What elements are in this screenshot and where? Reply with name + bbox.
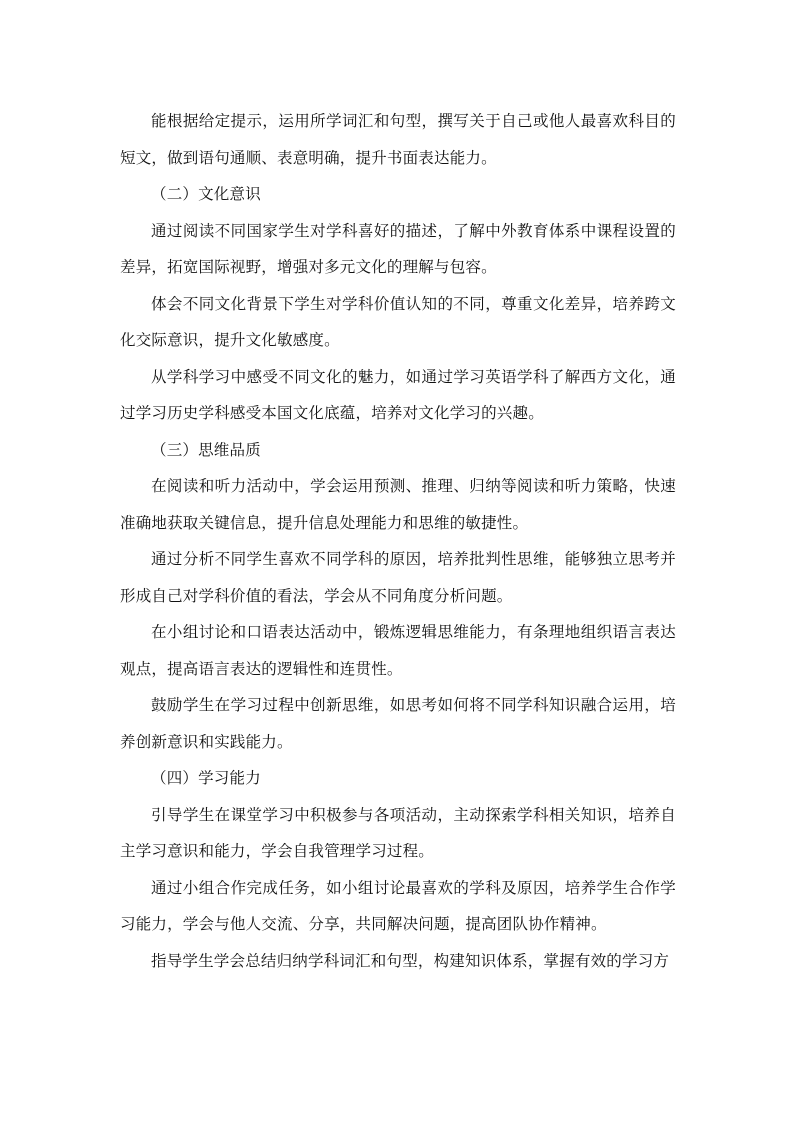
paragraph-logical-thinking: 在小组讨论和口语表达活动中，锻炼逻辑思维能力，有条理地组织语言表达观点，提高语言表达的逻辑性和连贯性。 [120,623,676,678]
paragraph-reading-strategies: 在阅读和听力活动中，学会运用预测、推理、归纳等阅读和听力策略，快速准确地获取关键信息，提升信息处理能力和思维的敏捷性。 [120,477,676,532]
paragraph-cultural-charm: 从学科学习中感受不同文化的魅力，如通过学习英语学科了解西方文化，通过学习历史学科感受本国文化底蕴，培养对文化学习的兴趣。 [120,367,676,422]
section-heading-cultural-awareness: （二）文化意识 [151,185,261,203]
paragraph-innovative-thinking: 鼓励学生在学习过程中创新思维，如思考如何将不同学科知识融合运用，培养创新意识和实践能力。 [120,696,676,751]
paragraph-critical-thinking: 通过分析不同学生喜欢不同学科的原因，培养批判性思维，能够独立思考并形成自己对学科价值的看法，学会从不同角度分析问题。 [120,550,676,605]
paragraph-self-learning: 引导学生在课堂学习中积极参与各项活动，主动探索学科相关知识，培养自主学习意识和能力，学会自我管理学习过程。 [120,805,676,860]
paragraph-cooperative-learning: 通过小组合作完成任务，如小组讨论最喜欢的学科及原因，培养学生合作学习能力，学会与他人交流、分享，共同解决问题，提高团队协作精神。 [120,878,676,933]
section-heading-learning-ability: （四）学习能力 [151,769,261,787]
paragraph-cultural-respect: 体会不同文化背景下学生对学科价值认知的不同，尊重文化差异，培养跨文化交际意识，提升文化敏感度。 [120,294,676,349]
section-heading-thinking-quality: （三）思维品质 [151,440,261,459]
document-body [120,103,676,979]
paragraph-reading-differences: 通过阅读不同国家学生对学科喜好的描述，了解中外教育体系中课程设置的差异，拓宽国际视野，增强对多元文化的理解与包容。 [120,221,676,276]
paragraph-writing-ability: 能根据给定提示，运用所学词汇和句型，撰写关于自己或他人最喜欢科目的短文，做到语句通顺、表意明确，提升书面表达能力。 [120,112,676,167]
paragraph-summarizing: 指导学生学会总结归纳学科词汇和句型，构建知识体系，掌握有效的学习方 [151,951,670,970]
